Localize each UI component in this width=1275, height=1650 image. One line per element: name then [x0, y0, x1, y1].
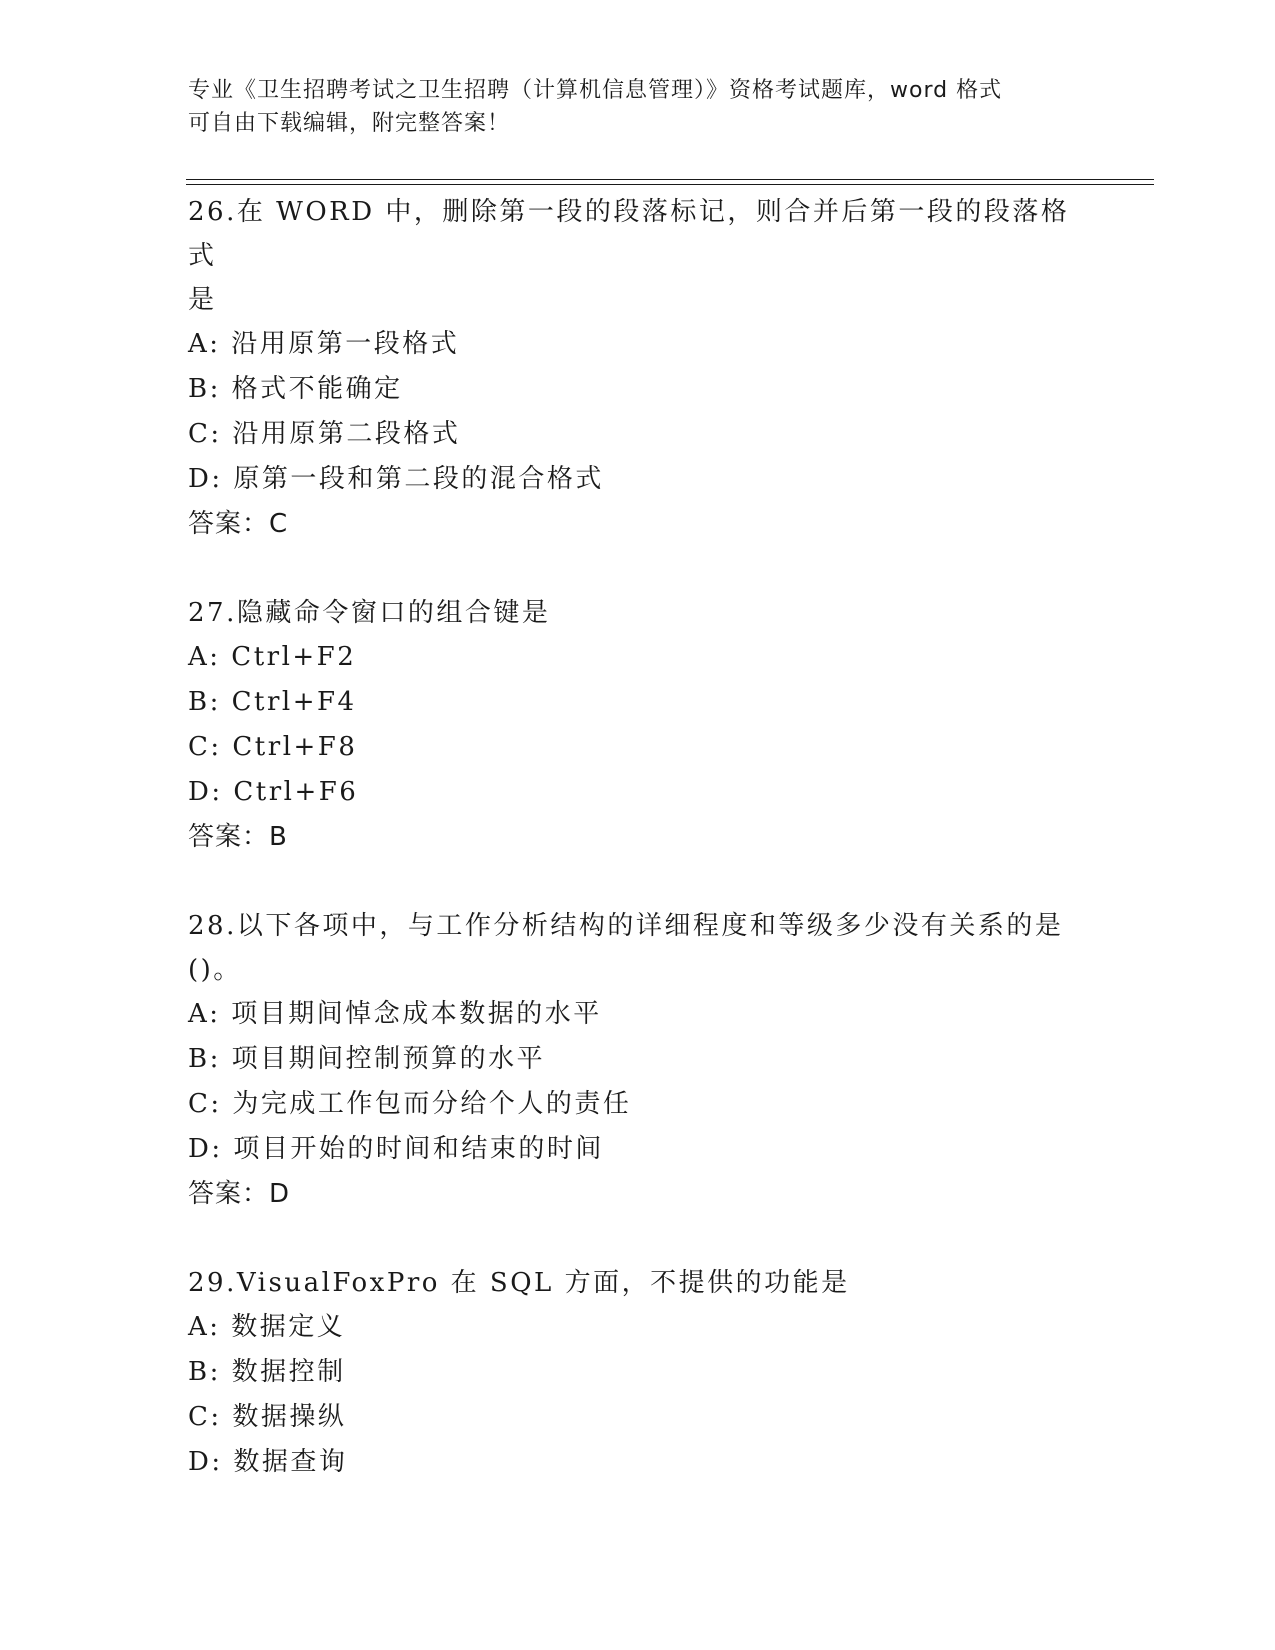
option-d: D: 项目开始的时间和结束的时间 [188, 1134, 604, 1164]
question-stem [188, 904, 1088, 992]
question-27 [188, 591, 1088, 860]
option-c: C: 沿用原第二段格式 [188, 419, 461, 449]
answer-value: D [269, 1179, 291, 1209]
option-b: B: 格式不能确定 [188, 374, 403, 404]
question-26 [188, 190, 1088, 547]
header-line-2: 可自由下载编辑，附完整答案！ [188, 111, 511, 136]
option-c: C: 为完成工作包而分给个人的责任 [188, 1089, 632, 1119]
question-list [188, 190, 1088, 1529]
option-d: D: 数据查询 [188, 1447, 348, 1477]
option-c: C: 数据操纵 [188, 1402, 347, 1432]
question-stem-line-1: 29.VisualFoxPro 在 SQL 方面，不提供的功能是 [188, 1268, 850, 1298]
option-a: A: 项目期间悼念成本数据的水平 [188, 999, 602, 1029]
document-header [188, 74, 1088, 140]
question-stem-line-2: 是 [188, 285, 217, 315]
option-d: D: 原第一段和第二段的混合格式 [188, 464, 604, 494]
question-stem-line-2: ()。 [188, 955, 242, 985]
option-a: A: 沿用原第一段格式 [188, 329, 460, 359]
header-divider-bottom [186, 184, 1154, 185]
answer [188, 1172, 1088, 1217]
option-c: C: Ctrl+F8 [188, 732, 358, 762]
answer-value: C [269, 509, 289, 539]
option-a: A: Ctrl+F2 [188, 642, 357, 672]
option-b: B: 项目期间控制预算的水平 [188, 1044, 546, 1074]
answer [188, 502, 1088, 547]
question-29 [188, 1261, 1088, 1485]
question-stem [188, 1261, 1088, 1305]
option-d: D: Ctrl+F6 [188, 777, 359, 807]
answer-label: 答案： [188, 1179, 270, 1209]
answer-label: 答案： [188, 822, 270, 852]
header-divider-top [186, 179, 1154, 180]
question-stem [188, 190, 1088, 322]
header-line-1: 专业《卫生招聘考试之卫生招聘（计算机信息管理）》资格考试题库，word 格式 [188, 78, 1003, 103]
answer [188, 815, 1088, 860]
question-stem-line-1: 28.以下各项中，与工作分析结构的详细程度和等级多少没有关系的是 [188, 911, 1064, 941]
answer-label: 答案： [188, 509, 270, 539]
question-stem [188, 591, 1088, 635]
question-stem-line-1: 26.在 WORD 中，删除第一段的段落标记，则合并后第一段的段落格式 [188, 197, 1070, 271]
question-stem-line-1: 27.隐藏命令窗口的组合键是 [188, 598, 551, 628]
option-a: A: 数据定义 [188, 1312, 346, 1342]
question-28 [188, 904, 1088, 1217]
answer-value: B [269, 822, 288, 852]
option-b: B: Ctrl+F4 [188, 687, 357, 717]
option-b: B: 数据控制 [188, 1357, 346, 1387]
